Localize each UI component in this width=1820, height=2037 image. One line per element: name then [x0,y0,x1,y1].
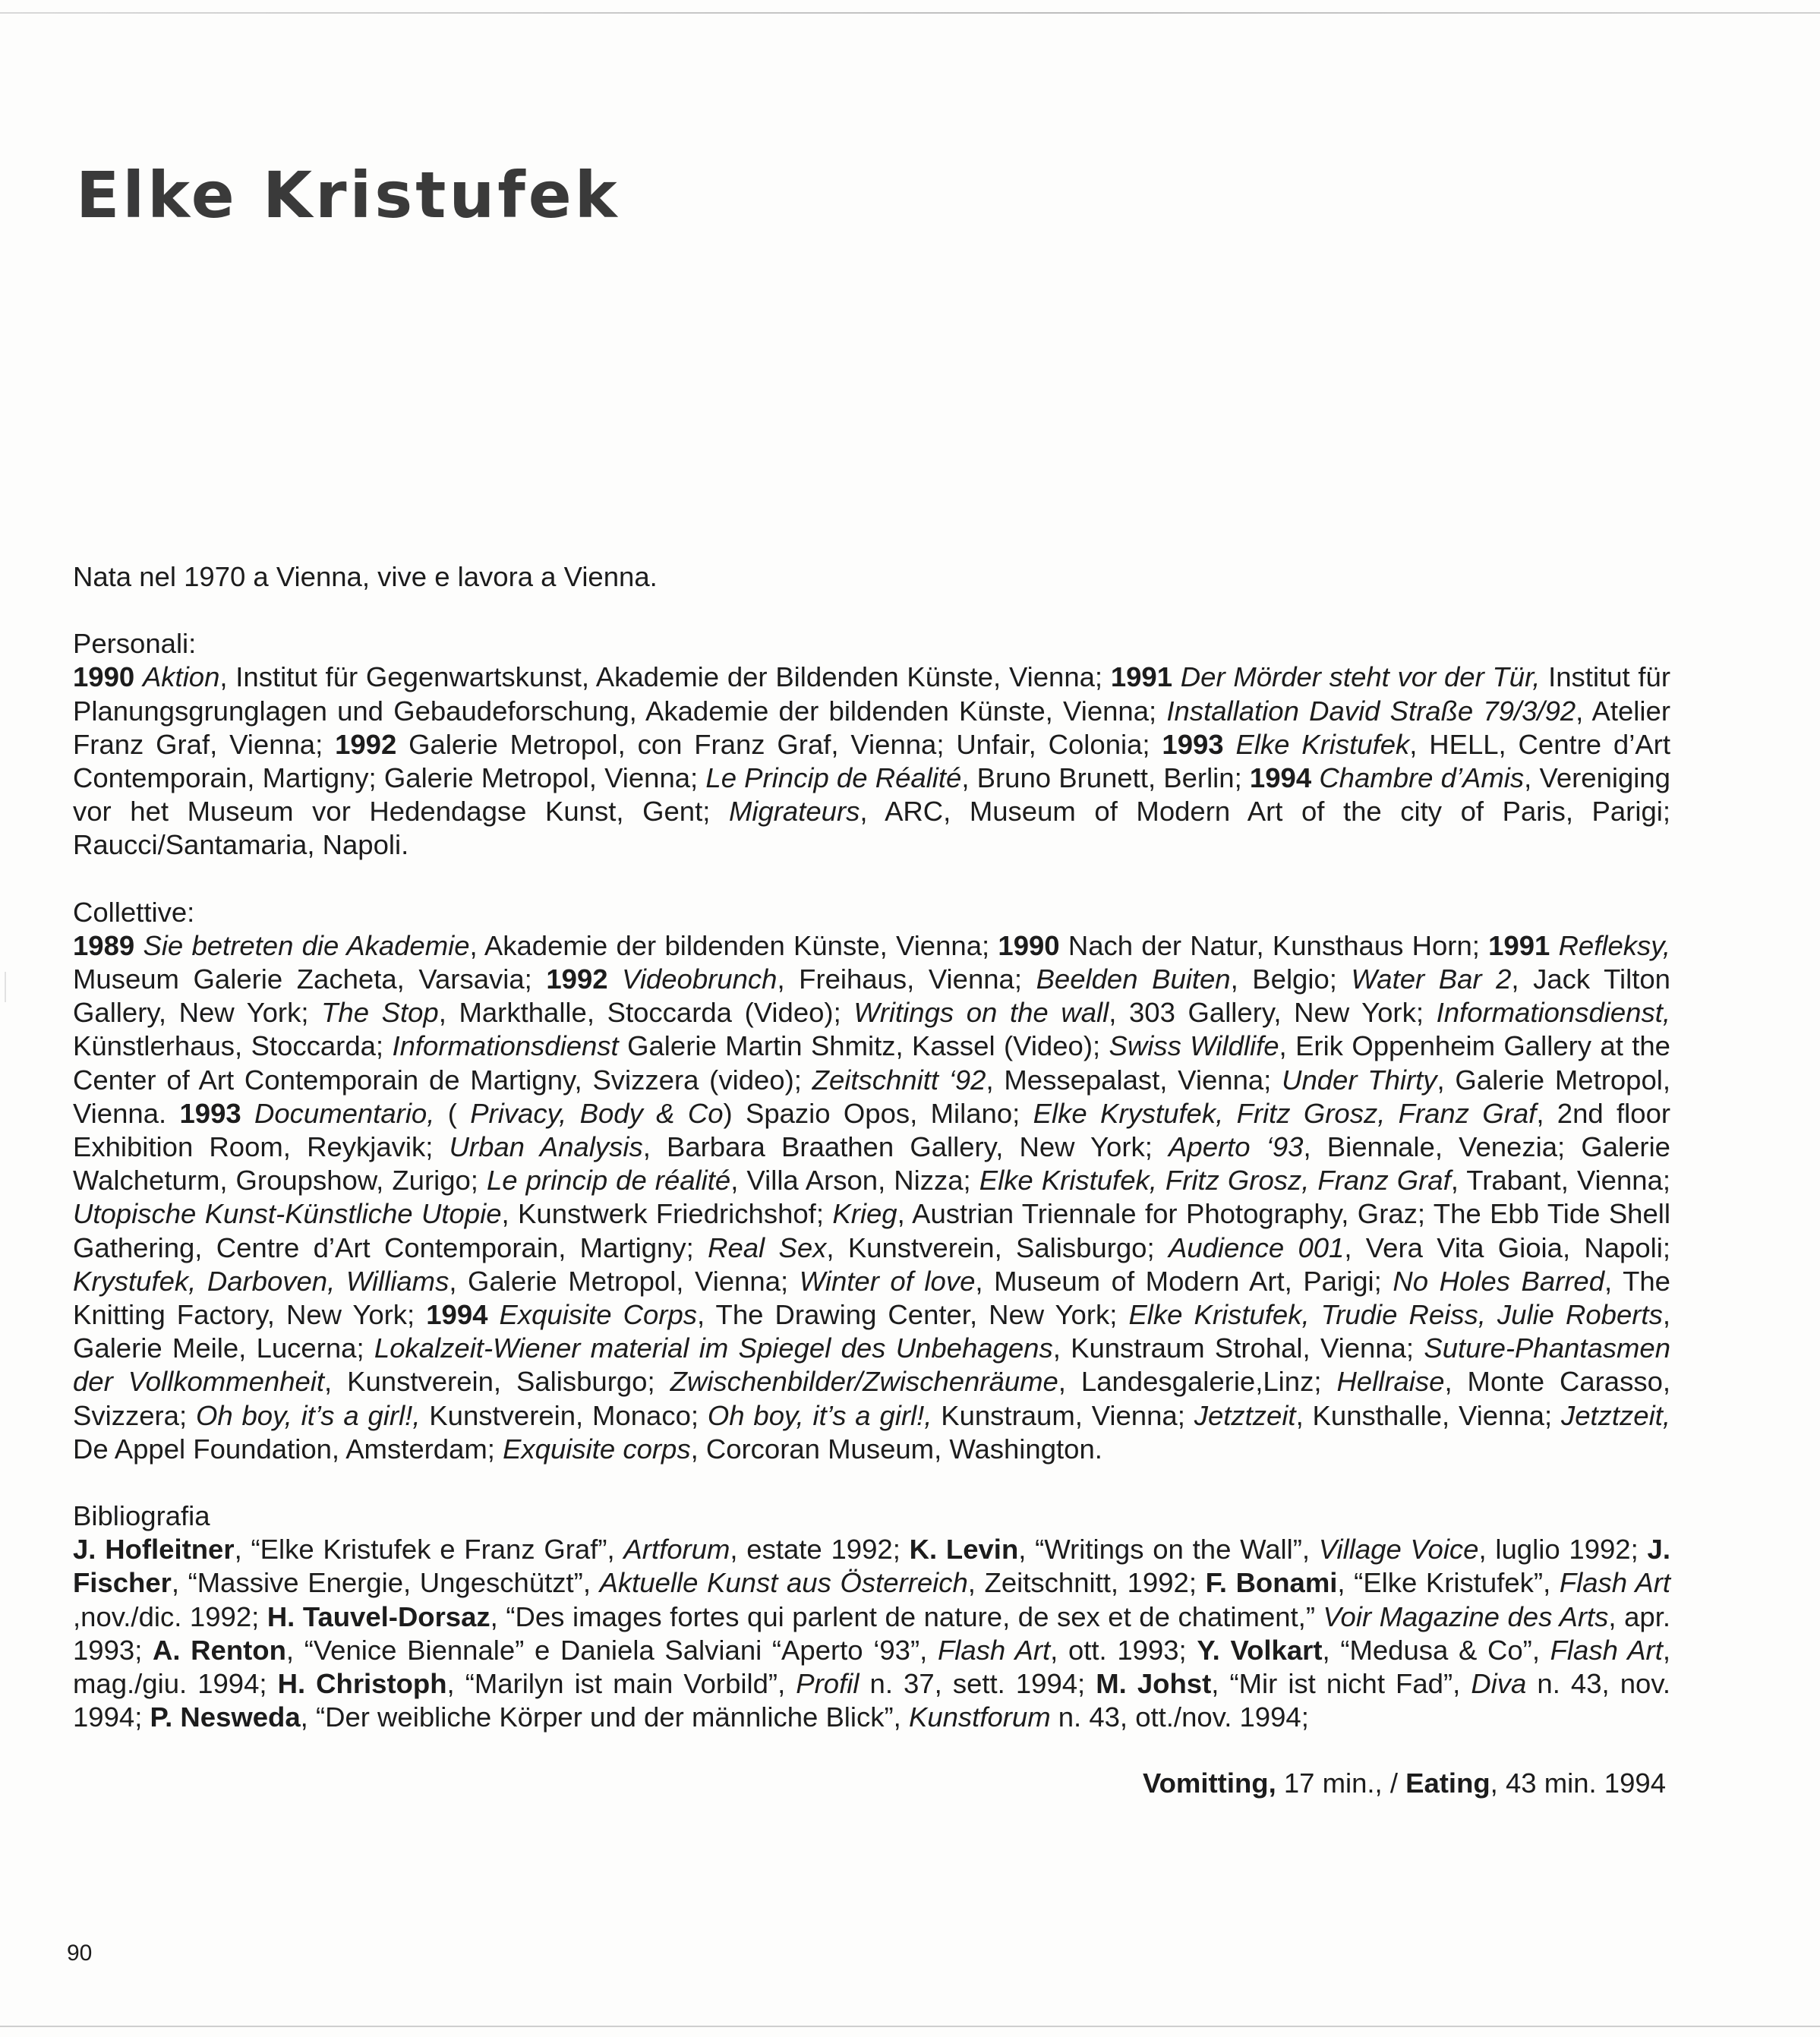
bold-run: 1991 [1110,661,1173,693]
bold-run: 1990 [998,929,1060,961]
bold-run: 1989 [73,929,135,961]
text-run: , Barbara Braathen Gallery, New York; [642,1131,1169,1163]
text-run: , Corcoran Museum, Washington. [690,1433,1102,1465]
italic-run: Artforum [623,1534,730,1566]
section-heading: Personali: [73,628,197,660]
text-run: Galerie Martin Shmitz, Kassel (Video); [618,1030,1109,1062]
text-run: , “Massive Energie, Ungeschützt”, [171,1567,600,1599]
italic-run: Installation David Straße 79/3/92 [1166,695,1576,727]
text-run: , Erik Oppenheim Gallery at the Center of Art Contemporain de Martigny, Svizzera (video); [73,1030,1670,1096]
bold-run: H. Christoph [277,1668,447,1700]
text-run: , The Knitting Factory, New York; [73,1265,1670,1331]
text-run: , Vera Vita Gioia, Napoli; [1344,1231,1671,1263]
bold-run: H. Tauvel-Dorsaz [267,1600,490,1632]
italic-run: Elke Kristufek [1235,728,1410,760]
text-run: , “Marilyn ist main Vorbild”, [446,1668,796,1700]
italic-run: Suture-Phantasmen der Vollkommenheit [73,1332,1670,1398]
text-run [1311,762,1319,793]
text-run: , “Medusa & Co”, [1322,1634,1550,1666]
text-run: Institut für Planungsgrunglagen und Gebaudeforschung, Akademie der bildenden Künste, Vienna; [73,661,1670,727]
text-run [608,963,623,995]
italic-run: Aperto ‘93 [1169,1131,1304,1163]
italic-run: Krystufek, Darboven, Williams [73,1265,449,1297]
bold-run: 1992 [546,963,608,995]
italic-run: Water Bar 2 [1351,963,1512,995]
italic-run: Profil [796,1668,860,1700]
text-run: , “Mir ist nicht Fad”, [1211,1668,1471,1700]
text-run: , Galerie Metropol, Vienna; [449,1265,800,1297]
italic-run: No Holes Barred [1393,1265,1605,1297]
text-run: , Biennale, Venezia; Galerie Walcheturm, Groupshow, Zurigo; [73,1131,1670,1197]
section-heading: Bibliografia [73,1500,210,1532]
text-run: , Jack Tilton Gallery, New York; [73,963,1670,1029]
text-run: ) Spazio Opos, Milano; [723,1097,1033,1129]
section-collettive [73,896,1670,1466]
bold-run: 1994 [1249,762,1312,794]
text-run: Museum Galerie Zacheta, Varsavia; [73,963,547,995]
text-run: , “Der weibliche Körper und der männliche Blick”, [300,1701,909,1733]
italic-run: Exquisite corps [503,1433,691,1465]
text-run: , “Elke Kristufek”, [1337,1567,1560,1599]
text-run: , luglio 1992; [1478,1534,1648,1566]
text-run: , Messepalast, Vienna; [986,1064,1282,1096]
bold-run: J. Fischer [73,1534,1670,1599]
italic-run: Village Voice [1318,1534,1479,1566]
intro-text: Nata nel 1970 a Vienna, vive e lavora a Vienna. [73,561,658,592]
italic-run: Refleksy, [1558,929,1670,961]
text-run: , Institut für Gegenwartskunst, Akademie der Bildenden Künste, Vienna; [219,661,1111,693]
text-run [1224,729,1236,760]
italic-run: Migrateurs [728,796,860,828]
bold-run: F. Bonami [1205,1567,1338,1599]
bold-run: 1994 [426,1299,488,1331]
italic-run: Audience 001 [1168,1231,1345,1263]
italic-run: Zwischenbilder/Zwischenräume [670,1366,1058,1398]
section-bibliografia [73,1499,1670,1734]
italic-run: Winter of love [799,1265,976,1297]
text-run: , 43 min. 1994 [1490,1767,1666,1799]
italic-run: Der Mörder steht vor der Tür, [1180,661,1541,693]
bold-run: P. Nesweda [150,1701,301,1733]
text-run: n. 43, nov. 1994; [73,1668,1670,1733]
text-run [241,1098,254,1129]
section-body [73,929,1670,1466]
text-run: , “Elke Kristufek e Franz Graf”, [234,1534,624,1566]
biography-body [73,560,1670,1800]
text-run: , Monte Carasso, Svizzera; [73,1366,1671,1431]
page-title: Elke Kristufek [76,158,620,232]
italic-run: The Stop [321,997,439,1029]
italic-run: Kunstforum [908,1701,1051,1733]
text-run: , Zeitschnitt, 1992; [967,1567,1206,1599]
text-run: , Belgio; [1230,963,1352,995]
bottom-rule [0,2026,1820,2027]
italic-run: Aktion [142,661,220,693]
italic-run: Flash Art [1559,1567,1670,1599]
text-run: , Kunstraum Strohal, Vienna; [1052,1332,1424,1364]
text-run: , ott. 1993; [1050,1634,1197,1666]
top-rule [0,12,1820,14]
text-run: , Trabant, Vienna; [1450,1165,1671,1197]
margin-mark [5,972,6,1002]
italic-run: Exquisite Corps [499,1299,698,1331]
italic-run: Lokalzeit-Wiener material im Spiegel des Unbehagens [374,1332,1053,1364]
text-run: 17 min., / [1276,1767,1406,1799]
text-run: , Akademie der bildenden Künste, Vienna; [469,929,998,961]
italic-run: Videobrunch [622,963,778,995]
text-run: , Villa Arson, Nizza; [730,1165,979,1197]
text-run: , Markthalle, Stoccarda (Video); [438,997,854,1029]
text-run: , 2nd floor Exhibition Room, Reykjavik; [73,1097,1671,1163]
text-run: , Galerie Meile, Lucerna; [73,1299,1670,1364]
italic-run: Beelden Buiten [1036,963,1231,995]
text-run: , Museum of Modern Art, Parigi; [975,1265,1393,1297]
italic-run: Zeitschnitt ‘92 [812,1064,986,1096]
text-run: Künstlerhaus, Stoccarda; [73,1030,393,1062]
italic-run: Elke Kristufek, Trudie Reiss, Julie Roberts [1128,1299,1663,1331]
bold-run: Y. Volkart [1197,1634,1323,1666]
bold-run: Eating [1405,1767,1490,1799]
italic-run: Krieg [832,1198,897,1230]
italic-run: Utopische Kunst-Künstliche Utopie [73,1198,502,1230]
italic-run: Documentario, [254,1097,435,1129]
italic-run: Urban Analysis [449,1131,643,1163]
section-personali [73,627,1670,862]
italic-run: Le Princip de Réalité [705,762,962,794]
text-run: , “Writings on the Wall”, [1018,1534,1319,1566]
bold-run: Vomitting, [1143,1767,1276,1799]
italic-run: Voir Magazine des Arts [1323,1600,1609,1632]
text-run: , Kunstwerk Friedrichshof; [501,1198,833,1230]
text-run [1172,661,1181,692]
text-run [1550,930,1558,961]
bold-run: 1992 [335,728,397,760]
bold-run: K. Levin [909,1534,1019,1566]
text-run: , ARC, Museum of Modern Art of the city of Paris, Parigi; Raucci/Santamaria, Napoli. [73,796,1670,861]
section-body [73,661,1670,862]
italic-run: Hellraise [1336,1366,1445,1398]
italic-run: Le princip de réalité [486,1165,731,1197]
text-run: , Vereniging vor het Museum vor Hedendagse Kunst, Gent; [73,762,1670,828]
section-body [73,1533,1670,1734]
text-run: , mag./giu. 1994; [73,1634,1671,1700]
works-credit [73,1767,1670,1800]
text-run: n. 37, sett. 1994; [859,1668,1096,1700]
bold-run: M. Johst [1096,1668,1212,1700]
text-run: , Galerie Metropol, Vienna. [73,1064,1671,1129]
bold-run: 1993 [179,1097,241,1129]
bold-run: A. Renton [153,1634,286,1666]
bold-run: 1993 [1162,728,1224,760]
text-run: , Atelier Franz Graf, Vienna; [73,695,1670,760]
text-run: , Kunstverein, Salisburgo; [324,1366,670,1398]
text-run: , “Des images fortes qui parlent de nature, de sex et de chatiment,” [490,1600,1323,1632]
text-run: Galerie Metropol, con Franz Graf, Vienna; Unfair, Colonia; [396,728,1162,760]
italic-run: Sie betreten die Akademie [143,929,470,961]
text-run: , Landesgalerie,Linz; [1058,1366,1337,1398]
italic-run: Elke Kristufek, Fritz Grosz, Franz Graf [979,1165,1451,1197]
italic-run: Flash Art [937,1634,1051,1666]
italic-run: Oh boy, it’s a girl!, [707,1399,932,1431]
text-run: , 303 Gallery, New York; [1109,997,1437,1029]
italic-run: Aktuelle Kunst aus Österreich [599,1567,968,1599]
italic-run: Informationsdienst [392,1030,619,1062]
bold-run: J. Hofleitner [73,1534,235,1566]
text-run: , Bruno Brunett, Berlin; [961,762,1250,794]
text-run: , Kunstverein, Salisburgo; [826,1231,1169,1263]
text-run [487,1299,499,1330]
text-run: , HELL, Centre d’Art Contemporain, Martigny; Galerie Metropol, Vienna; [73,728,1670,794]
italic-run: Informationsdienst, [1436,997,1670,1029]
italic-run: Writings on the wall [853,997,1109,1029]
bold-run: 1991 [1488,929,1550,961]
text-run: , “Venice Biennale” e Daniela Salviani “Aperto ‘93”, [285,1634,938,1666]
text-run [134,930,143,961]
italic-run: Privacy, Body & Co [470,1097,724,1129]
italic-run: Under Thirty [1282,1064,1437,1096]
text-run: Kunstverein, Monaco; [420,1399,708,1431]
italic-run: Oh boy, it’s a girl!, [195,1399,421,1431]
italic-run: Jetztzeit, [1560,1399,1670,1431]
text-run: , The Drawing Center, New York; [697,1299,1129,1331]
text-run: ,nov./dic. 1992; [73,1600,267,1632]
text-run: , apr. 1993; [73,1600,1670,1666]
text-run [134,661,143,692]
italic-run: Flash Art [1550,1634,1663,1666]
section-heading: Collettive: [73,896,195,928]
text-run: , Austrian Triennale for Photography, Graz; The Ebb Tide Shell Gathering, Centre d’Art Contemporain, Martigny; [73,1198,1670,1263]
text-run: De Appel Foundation, Amsterdam; [73,1433,503,1465]
text-run: ( [434,1097,471,1129]
text-run: , estate 1992; [730,1534,910,1566]
text-run: , Freihaus, Vienna; [777,963,1036,995]
italic-run: Elke Krystufek, Fritz Grosz, Franz Graf [1033,1097,1537,1129]
page-number: 90 [67,1941,93,1966]
italic-run: Swiss Wildlife [1109,1030,1279,1062]
italic-run: Diva [1471,1668,1527,1700]
italic-run: Chambre d’Amis [1319,762,1525,794]
bold-run: 1990 [73,661,135,693]
text-run: n. 43, ott./nov. 1994; [1050,1701,1309,1733]
text-run: , Kunsthalle, Vienna; [1295,1399,1561,1431]
italic-run: Real Sex [708,1231,827,1263]
italic-run: Jetztzeit [1194,1399,1296,1431]
text-run: Nach der Natur, Kunsthaus Horn; [1059,929,1489,961]
text-run: Kunstraum, Vienna; [932,1399,1194,1431]
